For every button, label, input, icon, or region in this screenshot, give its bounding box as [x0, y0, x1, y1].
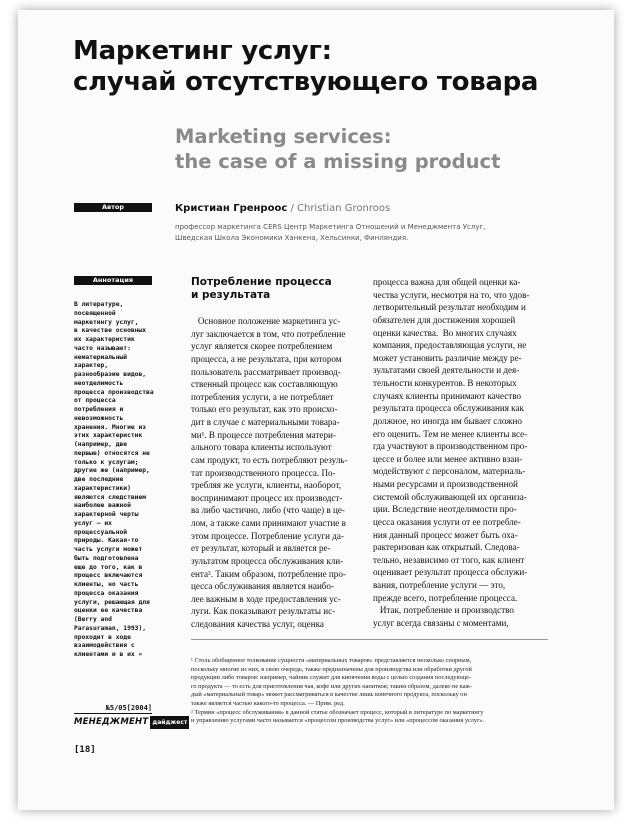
author-label: Автор: [74, 203, 152, 212]
abstract-label: Аннотация: [74, 276, 152, 285]
footnotes: ¹ Столь обобщенное толкование сущности «материальных товаров» представляется несколько спорным, поскольку многие из них, в свою очередь, также предназначены для производства или обработки другой продукции либо товаров: например, чайник служит для кипячения воды с целью создания последующе- го продукта — то есть для приготовления чая, кофе или других напитков; таким образом, далеко не каж- дый «материальный товар» может рассматриваться в качестве лишь конечного продукта, поскольку он также является частью какого-то процесса. — Прим. ред. ² Термин «процесс обслуживания» в данной статье обозначает процесс, который в литературе по маркетингу и управлению услугами часто называется «процессом производства услуг» или «процессом оказания услуг».: [191, 657, 485, 725]
title-ru-line-1: Маркетинг услуг:: [73, 36, 332, 66]
abstract-text: В литературе, посвященной маркетингу услуг, в качестве основных их характеристик часто называют: нематериальный характер, разнообразие видов, неотделимость процесса производства от процесса потребления и невозможность хранения. Многие из этих характеристик (например, две первые) относятся не только к услугам; другие же (например, две последние характеристики) являются следствием наиболее важной характерной черты услуг — их процессуальной природы. Какая-то часть услуги может быть подготовлена еще до того, как в процесс включаются клиенты, но часть процесса оказания услуги, решающая для оценки ее качества (Berry and Parasuraman, 1993), проходит в ходе взаимодействия с клиентами и в их »: [74, 301, 154, 658]
magazine-logo: [74, 716, 188, 729]
author-separator: /: [287, 203, 297, 214]
affiliation-line-1: профессор маркетинга CERS Центр Маркетинга Отношений и Менеджмента Услуг,: [175, 223, 486, 231]
author-name-ru: Кристиан Гренроос: [175, 203, 288, 214]
article-title-en: [175, 124, 595, 174]
footnote-divider: [191, 639, 548, 640]
logo-sub-text: дайджест: [150, 716, 189, 729]
title-en-line-1: Marketing services:: [175, 125, 392, 148]
article-title-ru: [73, 36, 593, 98]
logo-main-text: МЕНЕДЖМЕНТ: [74, 717, 149, 727]
affiliation-line-2: Шведская Школа Экономики Ханкена, Хельсинки, Финляндия.: [175, 234, 409, 242]
page-number: [18]: [74, 745, 96, 755]
issue-number: №5/05[2004]: [74, 703, 152, 714]
body-column-2: процесса важна для общей оценки ка- чества услуги, несмотря на то, что удов- летворительный результат необходим и обязателен для достижения хорошей оценки качества. Во многих случаях компания, предоставляющая услуги, не может установить различие между ре- зультатами своей деятельности и дея- тельности конкурентов. В некоторых случаях клиенты принимают качество результата процесса обслуживания как должное, но иногда им бывает сложно его оценить. Тем не менее клиенты все- гда участвуют в производственном про- цессе и более или менее активно взаи- модействуют с персоналом, материаль- ными ресурсами и производственной системой обслуживающей их организа- ции. Вследствие неотделимости про- цесса оказания услуги от ее потребле- ния данный процесс может быть оха- рактеризован как открытый. Следова- тельно, независимо от того, как клиент оценивает результат процесса обслужи- вания, потребление услуги — это, прежде всего, потребление процесса. Итак, потребление и производство услуг всегда связаны с моментами,: [373, 277, 530, 628]
title-ru-line-2: случай отсутствующего товара: [73, 67, 539, 97]
author-name-en: Christian Gronroos: [297, 203, 391, 214]
title-en-line-2: the case of a missing product: [175, 150, 501, 173]
body-column-1: Основное положение маркетинга ус- луг заключается в том, что потребление услуг является скорее потреблением процесса, а не результата, при котором пользователь рассматривает производ- ственный процесс как составляющую потребления услуги, а не потребляет только его результат, как это происхо- дит в случае с материальными товара- ми¹. В процессе потребления матери- ального товара клиенты используют сам продукт, то есть потребляют резуль- тат производственного процесса. По- требляя же услуги, клиенты, наоборот, воспринимают процесс их производст- ва либо частично, либо (что чаще) в це- лом, а также сами принимают участие в этом процессе. Потребление услуги да- ет результат, который и является ре- зультатом процесса обслуживания кли- ента². Таким образом, потребление про- цесса обслуживания является наибо- лее важным в ходе предоставления ус- луги. Как показывают результаты ис- следования качества услуг, оценка: [191, 316, 348, 629]
author-byline: [175, 203, 390, 214]
section-heading: Потребление процесса и результата: [191, 276, 332, 301]
author-affiliation: [175, 222, 535, 244]
